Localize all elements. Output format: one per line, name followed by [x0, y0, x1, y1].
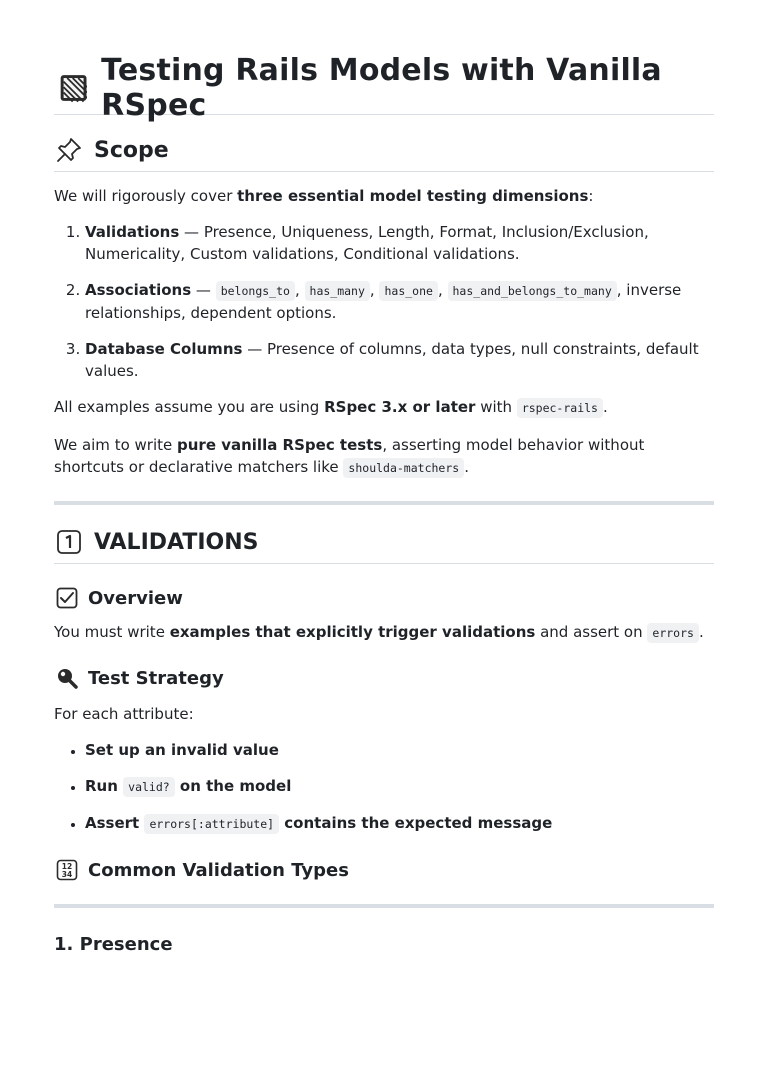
code-valid: valid? [123, 777, 175, 797]
notebook-icon [60, 73, 87, 103]
overview-heading-text: Overview [88, 587, 183, 609]
title-text: Testing Rails Models with Vanilla RSpec [101, 53, 662, 123]
page-title [54, 53, 714, 123]
check-box-icon [56, 587, 78, 609]
code-habtm: has_and_belongs_to_many [448, 281, 617, 301]
document [0, 53, 768, 958]
strategy-heading [54, 664, 714, 692]
common-heading [54, 856, 714, 884]
scope-list [54, 221, 714, 382]
common-heading-text: Common Validation Types [88, 859, 349, 881]
list-item: 3. Database Columns — Presence of columns, data types, null constraints, default values. [85, 338, 714, 382]
scope-heading [54, 133, 714, 172]
code-errors: errors [647, 623, 699, 643]
numbers-icon [56, 859, 78, 881]
strategy-list [54, 739, 714, 835]
list-item: 1. Validations — Presence, Uniqueness, Length, Format, Inclusion/Exclusion, Numericality, Custom validations, Conditional validations. [85, 221, 714, 265]
overview-heading [54, 584, 714, 612]
magnifier-icon [56, 667, 78, 689]
code-has-many: has_many [305, 281, 370, 301]
keycap-one-icon [56, 529, 82, 555]
validations-heading-text: VALIDATIONS [94, 529, 259, 555]
assume-paragraph: All examples assume you are using RSpec 3.x or later with rspec-rails . [54, 398, 608, 416]
strategy-heading-text: Test Strategy [88, 667, 224, 689]
scope-intro: We will rigorously cover three essential model testing dimensions: [54, 187, 594, 205]
code-shoulda-matchers: shoulda-matchers [343, 458, 464, 478]
svg-text:34: 34 [61, 870, 73, 879]
list-item: • Run valid? on the model [85, 775, 714, 798]
list-item: • Assert errors[:attribute] contains the expected message [85, 812, 714, 835]
strategy-intro: For each attribute: [54, 705, 194, 723]
section-divider [54, 904, 714, 908]
code-has-one: has_one [379, 281, 437, 301]
list-item: • Set up an invalid value [85, 739, 714, 761]
pushpin-icon [56, 137, 82, 163]
overview-paragraph: You must write examples that explicitly trigger validations and assert on errors . [54, 623, 704, 641]
code-rspec-rails: rspec-rails [517, 398, 603, 418]
scope-heading-text: Scope [94, 137, 169, 163]
svg-text:12: 12 [61, 862, 73, 871]
validations-heading [54, 525, 714, 564]
code-errors-attribute: errors[:attribute] [144, 814, 279, 834]
section-divider [54, 501, 714, 505]
code-belongs-to: belongs_to [216, 281, 295, 301]
aim-paragraph: We aim to write pure vanilla RSpec tests, asserting model behavior without shortcuts or declarative matchers like shoulda-matchers . [54, 436, 645, 476]
presence-heading [54, 930, 714, 958]
presence-heading-text: 1. Presence [54, 933, 173, 955]
list-item: 2. Associations — belongs_to , has_many , has_one , has_and_belongs_to_many , inverse relationships, dependent options. [85, 279, 714, 324]
